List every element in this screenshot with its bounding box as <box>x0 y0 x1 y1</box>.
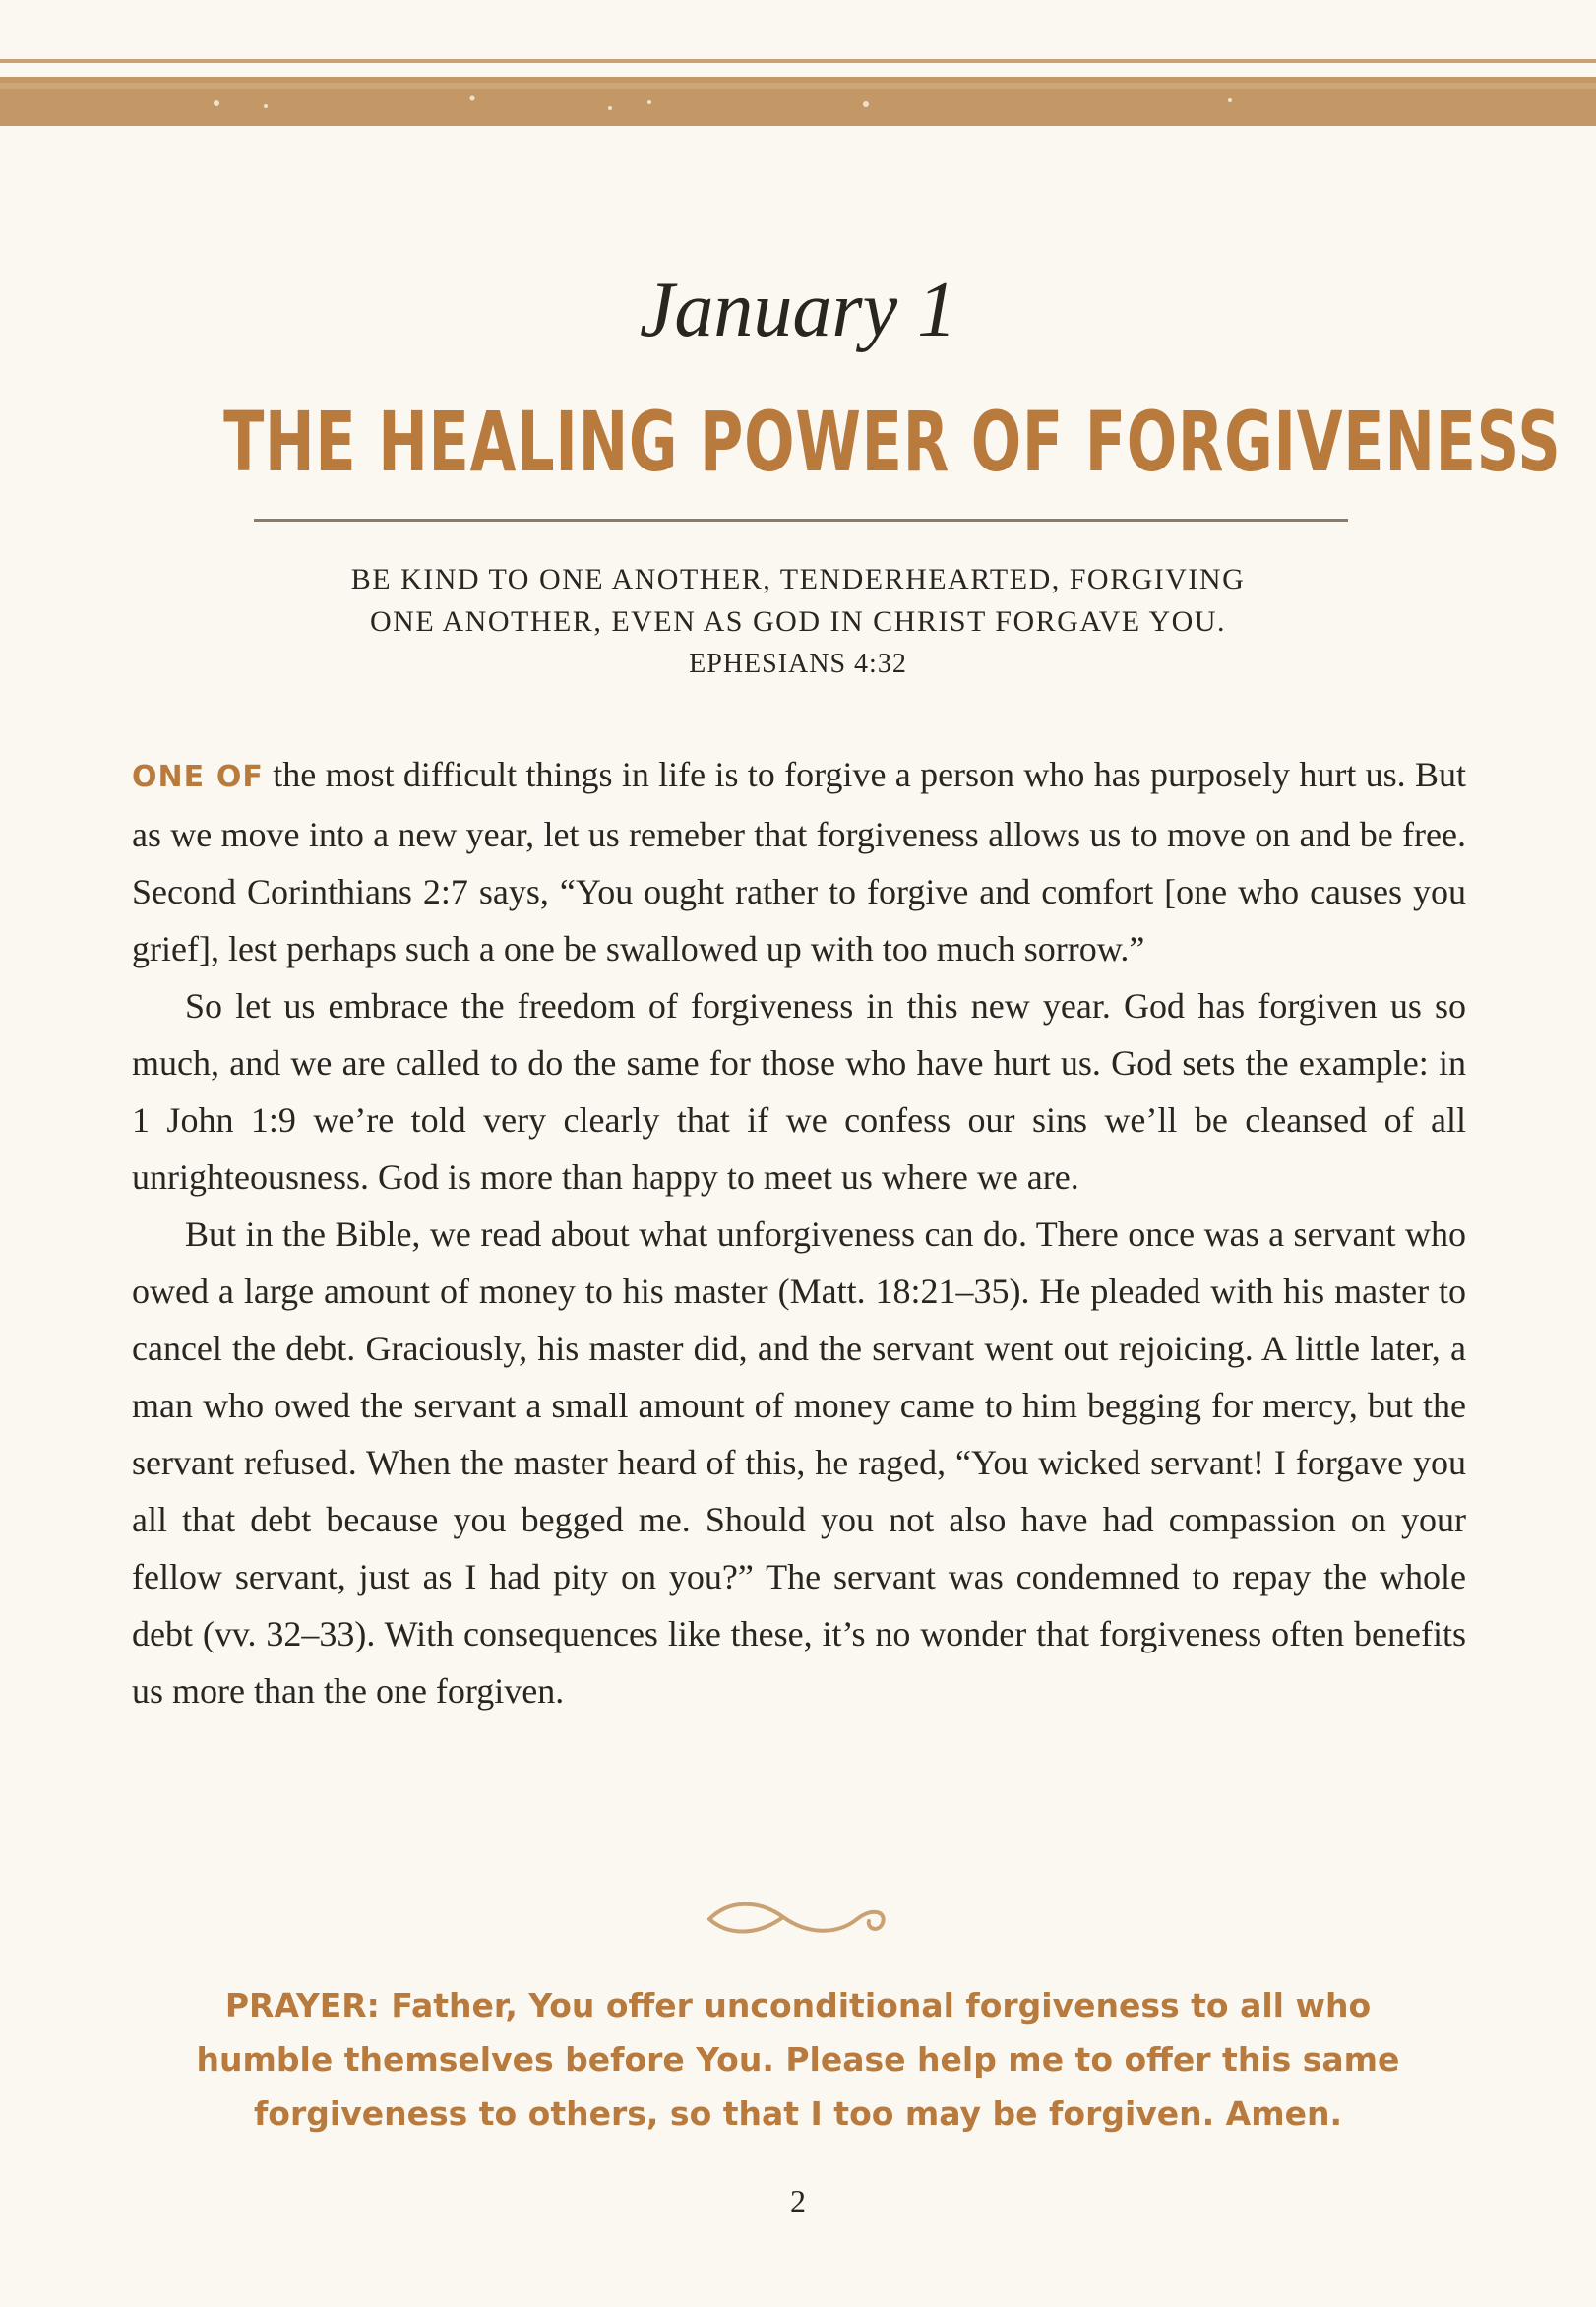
prayer-text <box>167 1978 1429 2141</box>
decorative-top-band <box>0 0 1596 138</box>
entry-date: January 1 <box>639 267 957 353</box>
body-paragraph: But in the Bible, we read about what unforgiveness can do. There once was a servant who owed a large amount of money to his master (Matt. 18:21–35). He pleaded with his master to cancel the debt. Graciously, his master did, and the servant went out rejoicing. A little later, a man who owed the servant a small amount of money came to him begging for mercy, but the servant refused. When the master heard of this, he raged, “You wicked servant! I forgave you all that debt because you begged me. Should you not also have had compassion on your fellow servant, just as I had pity on you?” The servant was condemned to repay the whole debt (vv. 32–33). With consequences like these, it’s no wonder that forgiveness often benefits us more than the one forgiven. <box>132 1215 1466 1711</box>
flourish-ornament <box>700 1890 896 1945</box>
entry-title: THE HEALING POWER OF FORGIVENESS <box>223 394 1562 490</box>
prayer-line: forgiveness to others, so that I too may be forgiven. Amen. <box>253 2094 1343 2133</box>
page-number: 2 <box>790 2183 806 2218</box>
prayer-line: humble themselves before You. Please help me to offer this same <box>196 2040 1400 2079</box>
body-paragraph <box>132 746 1466 977</box>
verse-reference: EPHESIANS 4:32 <box>689 649 907 679</box>
lead-in: ONE OF <box>132 760 264 794</box>
devotional-body <box>132 746 1466 1719</box>
prayer-line: PRAYER: Father, You offer unconditional forgiveness to all who <box>224 1986 1372 2025</box>
title-underline <box>254 519 1348 522</box>
scripture-verse <box>0 558 1596 685</box>
verse-line: ONE ANOTHER, EVEN AS GOD IN CHRIST FORGAVE YOU. <box>370 605 1226 638</box>
verse-line: BE KIND TO ONE ANOTHER, TENDERHEARTED, FORGIVING <box>350 563 1246 595</box>
body-paragraph-text: the most difficult things in life is to forgive a person who has purposely hurt us. But as we move into a new year, let us remeber that forgiveness allows us to move on and be free. Second Corinthians 2:7 says, “You ought rather to forgive and comfort [one who causes you grief], lest perhaps such a one be swallowed up with too much sorrow.” <box>132 755 1466 968</box>
body-paragraph: So let us embrace the freedom of forgiveness in this new year. God has forgiven us so much, and we are called to do the same for those who have hurt us. God sets the example: in 1 John 1:9 we’re told very clearly that if we confess our sins we’ll be cleansed of all unrighteousness. God is more than happy to meet us where we are. <box>132 986 1466 1197</box>
